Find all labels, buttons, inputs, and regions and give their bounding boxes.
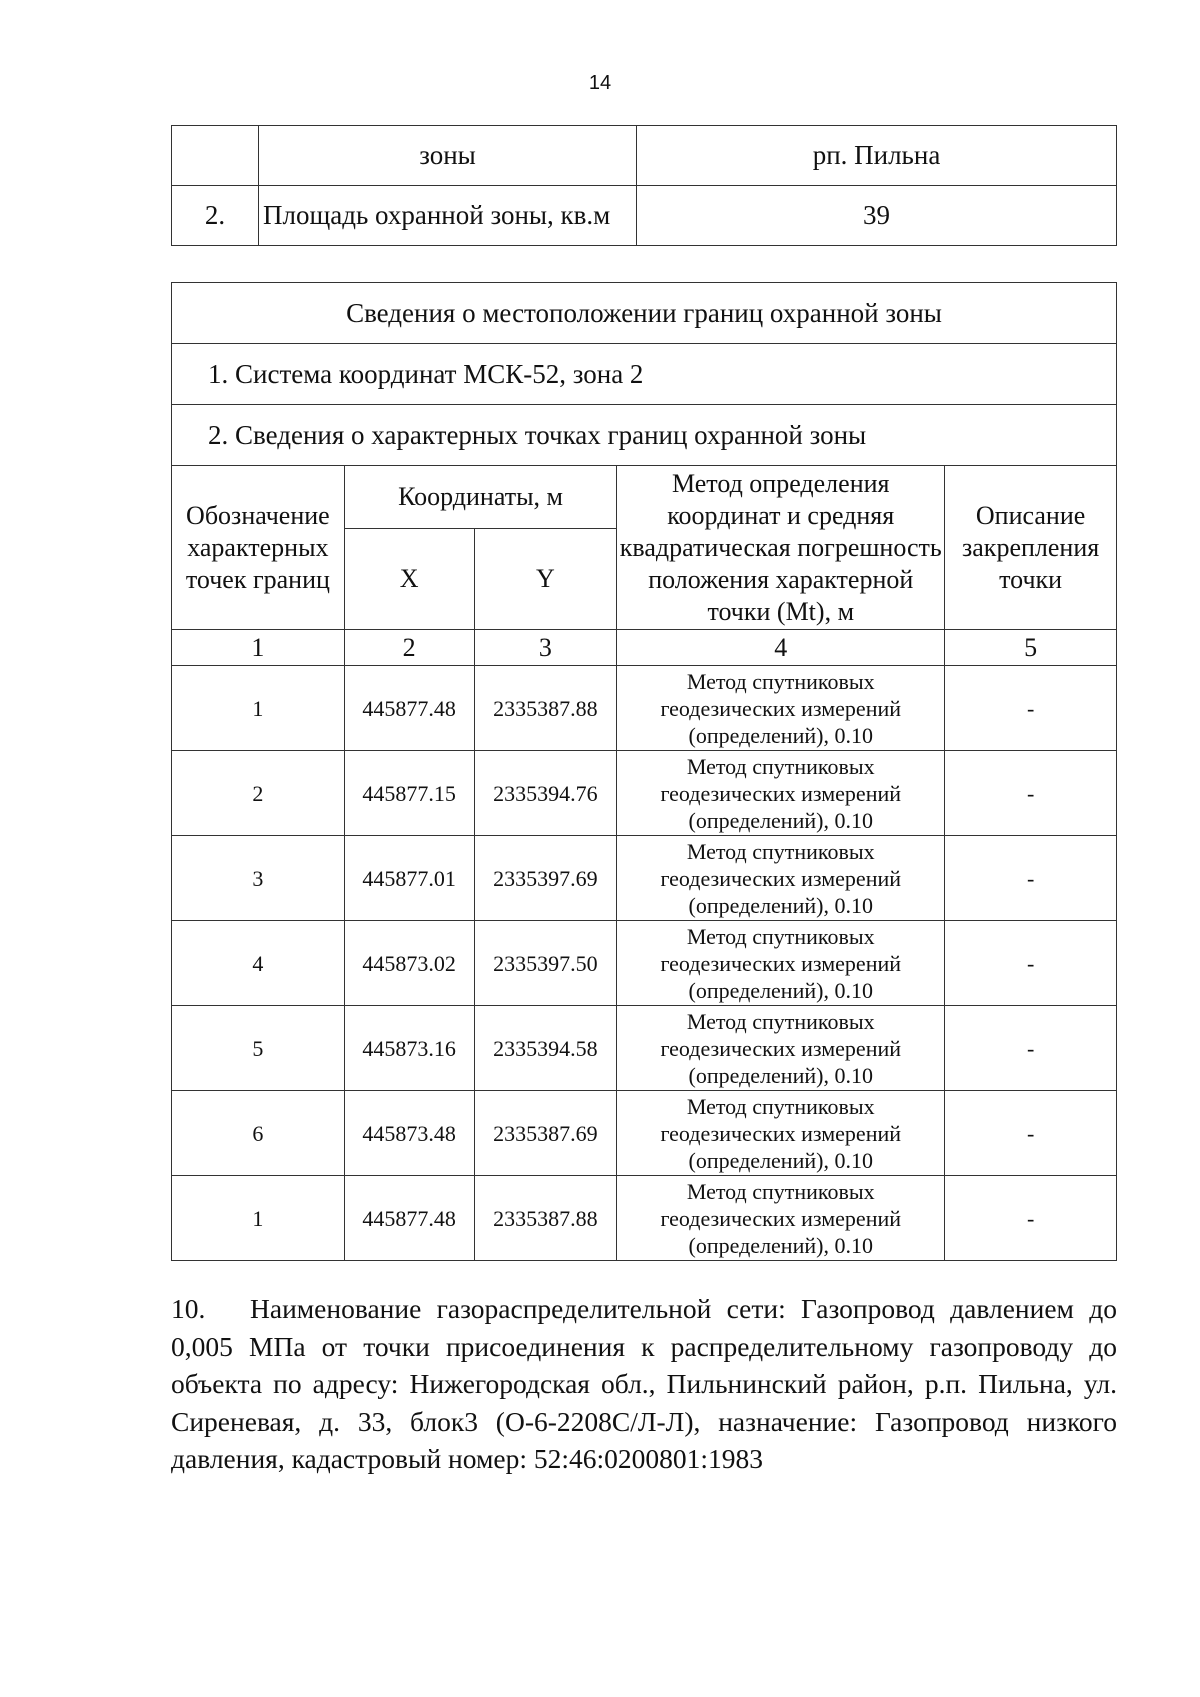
point-x: 445873.48: [344, 1091, 474, 1176]
table-row: [172, 666, 1117, 751]
point-method: Метод спутниковых геодезических измерений (определений), 0.10: [617, 836, 945, 921]
point-description: -: [945, 836, 1117, 921]
table-row: [172, 1176, 1117, 1261]
row-value: 39: [637, 186, 1117, 246]
table-row: [172, 186, 1117, 246]
table-row: [172, 751, 1117, 836]
point-id: 1: [172, 666, 345, 751]
row-number: 2.: [172, 186, 259, 246]
column-number: 1: [172, 630, 345, 666]
header-designation: Обозначение характерных точек границ: [172, 466, 345, 630]
point-id: 4: [172, 921, 345, 1006]
point-x: 445877.01: [344, 836, 474, 921]
coordinates-table: [171, 282, 1117, 1261]
column-number: 3: [474, 630, 617, 666]
points-heading: 2. Сведения о характерных точках границ охранной зоны: [172, 405, 1117, 466]
point-y: 2335387.69: [474, 1091, 617, 1176]
point-method: Метод спутниковых геодезических измерений (определений), 0.10: [617, 751, 945, 836]
point-id: 1: [172, 1176, 345, 1261]
point-y: 2335394.76: [474, 751, 617, 836]
table-row: [172, 921, 1117, 1006]
coordinate-system: 1. Система координат МСК-52, зона 2: [172, 344, 1117, 405]
point-id: 2: [172, 751, 345, 836]
point-id: 5: [172, 1006, 345, 1091]
point-id: 3: [172, 836, 345, 921]
table-row: [172, 1006, 1117, 1091]
page-number: 14: [588, 72, 612, 94]
header-y: Y: [474, 529, 617, 630]
point-method: Метод спутниковых геодезических измерений (определений), 0.10: [617, 1006, 945, 1091]
table-row: [172, 1091, 1117, 1176]
header-x: X: [344, 529, 474, 630]
row-label: Площадь охранной зоны, кв.м: [259, 186, 637, 246]
point-x: 445877.48: [344, 1176, 474, 1261]
paragraph-number: 10.: [171, 1293, 206, 1324]
point-x: 445877.48: [344, 666, 474, 751]
point-y: 2335387.88: [474, 666, 617, 751]
point-method: Метод спутниковых геодезических измерений (определений), 0.10: [617, 921, 945, 1006]
point-x: 445873.16: [344, 1006, 474, 1091]
row-number: [172, 126, 259, 186]
point-description: -: [945, 751, 1117, 836]
header-description: Описание закрепления точки: [945, 466, 1117, 630]
point-description: -: [945, 1091, 1117, 1176]
point-id: 6: [172, 1091, 345, 1176]
point-description: -: [945, 921, 1117, 1006]
point-description: -: [945, 1006, 1117, 1091]
point-description: -: [945, 1176, 1117, 1261]
point-method: Метод спутниковых геодезических измерений (определений), 0.10: [617, 1176, 945, 1261]
row-value: рп. Пильна: [637, 126, 1117, 186]
zone-summary-table: [171, 125, 1117, 246]
header-method: Метод определения координат и средняя квадратическая погрешность положения характерной точки (Mt), м: [617, 466, 945, 630]
point-y: 2335394.58: [474, 1006, 617, 1091]
point-description: -: [945, 666, 1117, 751]
paragraph-text: Наименование газораспределительной сети: Газопровод давлением до 0,005 МПа от точки присоединения к распределительному газопроводу до объекта по адресу: Нижегородская обл., Пильнинский район, р.п. Пильна, ул. Сиреневая, д. 33, блок3 (О-6-2208С/Л-Л), назначение: Газопровод низкого давления, кадастровый номер: 52:46:0200801:1983: [171, 1293, 1117, 1474]
point-y: 2335387.88: [474, 1176, 617, 1261]
row-label: зоны: [259, 126, 637, 186]
point-y: 2335397.69: [474, 836, 617, 921]
point-method: Метод спутниковых геодезических измерений (определений), 0.10: [617, 1091, 945, 1176]
point-x: 445877.15: [344, 751, 474, 836]
table-row: [172, 126, 1117, 186]
table-title: Сведения о местоположении границ охранной зоны: [172, 283, 1117, 344]
point-method: Метод спутниковых геодезических измерений (определений), 0.10: [617, 666, 945, 751]
column-number: 4: [617, 630, 945, 666]
point-y: 2335397.50: [474, 921, 617, 1006]
header-coordinates: Координаты, м: [344, 466, 616, 529]
column-number: 2: [344, 630, 474, 666]
column-number: 5: [945, 630, 1117, 666]
point-x: 445873.02: [344, 921, 474, 1006]
table-row: [172, 836, 1117, 921]
section-paragraph: [171, 1290, 1117, 1478]
